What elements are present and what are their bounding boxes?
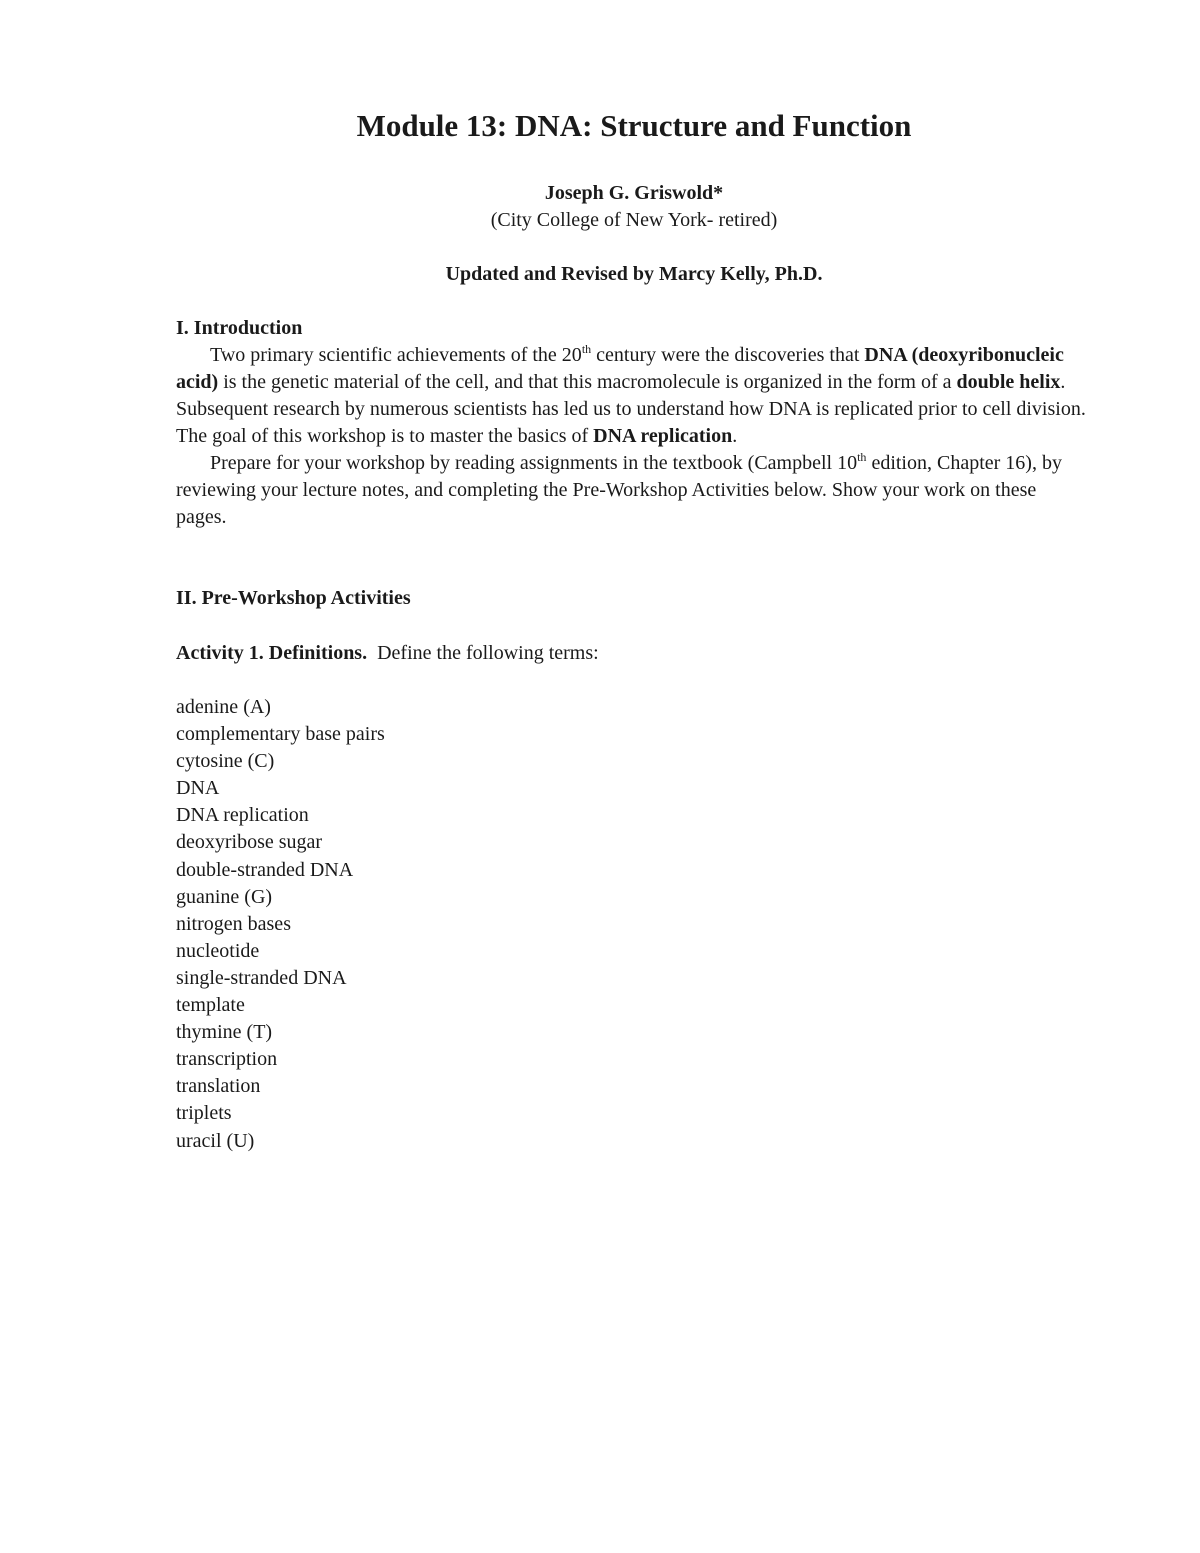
terms-list [176,694,385,1155]
list-item: nucleotide [176,939,260,962]
reviser-credit: Updated and Revised by Marcy Kelly, Ph.D. [445,263,823,285]
list-item: deoxyribose sugar [176,831,323,854]
list-item: DNA replication [176,804,309,827]
intro-p1-text-d: . Subsequent research by numerous scientists has led us to understand how DNA is replicated prior to cell division. The goal of this workshop is to master the basics of [176,371,1086,447]
intro-p1-superscript: th [581,342,592,356]
activity-1-label: Activity 1. Definitions. [176,642,368,664]
intro-p2-text-b: edition, Chapter 16), by reviewing your lecture notes, and completing the Pre-Workshop Activities below. Show your work on these pages. [176,452,1062,528]
list-item: triplets [176,1102,232,1125]
list-item: guanine (G) [176,885,273,908]
intro-p1-bold-double-helix: double helix [956,371,1061,393]
intro-p2-text-a: Prepare for your workshop by reading assignments in the textbook (Campbell 10 [210,452,858,474]
list-item: adenine (A) [176,696,271,718]
intro-p2-superscript: th [857,450,867,464]
intro-p1-text-a: Two primary scientific achievements of the 20 [210,344,582,366]
list-item: template [176,994,245,1017]
author-name: Joseph G. Griswold* [544,182,724,204]
author-affiliation: (City College of New York- retired) [490,209,778,231]
list-item: DNA [176,777,220,800]
list-item: cytosine (C) [176,750,275,773]
intro-p1-bold-dna: DNA (deoxyribonucleic acid) [176,344,1064,393]
intro-p1-bold-dna-replication: DNA replication [593,425,733,447]
pre-workshop-heading: II. Pre-Workshop Activities [176,587,411,609]
introduction-paragraph-1 [176,342,1086,450]
intro-p1-text-b: century were the discoveries that [591,344,865,366]
list-item: double-stranded DNA [176,858,354,881]
list-item: complementary base pairs [176,723,385,746]
list-item: transcription [176,1048,278,1071]
list-item: nitrogen bases [176,912,291,935]
activity-1 [176,640,1086,667]
activity-1-instruction: Define the following terms: [367,642,599,664]
introduction-section [176,315,1086,531]
document-title: Module 13: DNA: Structure and Function [356,108,912,143]
intro-p1-text-e: . [732,425,738,447]
introduction-paragraph-2 [176,450,1086,531]
introduction-heading: I. Introduction [176,317,303,339]
list-item: single-stranded DNA [176,966,347,989]
list-item: uracil (U) [176,1129,255,1152]
list-item: thymine (T) [176,1021,273,1044]
pre-workshop-section [176,585,1086,612]
list-item: translation [176,1075,261,1098]
intro-p1-text-c: is the genetic material of the cell, and that this macromolecule is organized in the form of a [218,371,957,393]
